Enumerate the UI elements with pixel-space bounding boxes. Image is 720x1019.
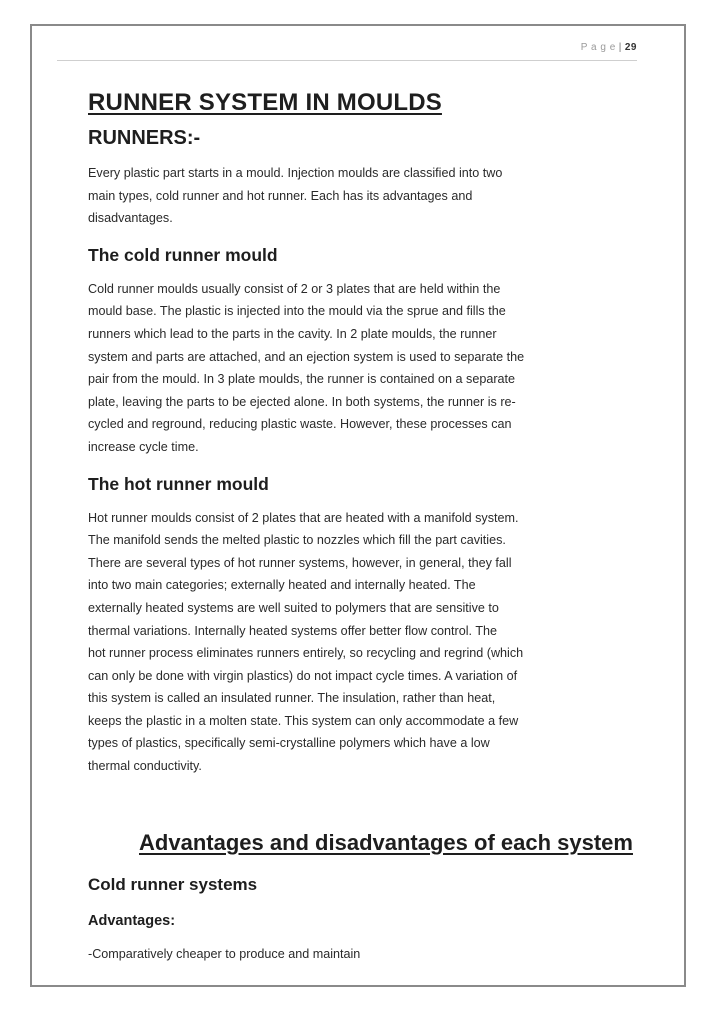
paragraph-line: can only be done with virgin plastics) do not impact cycle times. A variation of xyxy=(88,668,518,683)
paragraph-line: plate, leaving the parts to be ejected alone. In both systems, the runner is re- xyxy=(88,394,516,409)
paragraph-line: into two main categories; externally heated and internally heated. The xyxy=(88,578,476,593)
paragraph-line: keeps the plastic in a molten state. This system can only accommodate a few xyxy=(88,713,519,728)
paragraph-line: Every plastic part starts in a mould. Injection moulds are classified into two xyxy=(88,166,503,180)
hot-runner-heading: The hot runner mould xyxy=(88,473,269,494)
paragraph-line: this system is called an insulated runner. The insulation, rather than heat, xyxy=(88,691,496,706)
paragraph-line: hot runner process eliminates runners entirely, so recycling and regrind (which xyxy=(88,646,524,661)
page-label: P a g e xyxy=(580,42,616,53)
paragraph-line: runners which lead to the parts in the cavity. In 2 plate moulds, the runner xyxy=(88,326,497,341)
advantages-heading: Advantages: xyxy=(88,912,176,929)
paragraph-line: system and parts are attached, and an ejection system is used to separate the xyxy=(88,349,525,364)
runners-heading: RUNNERS:- xyxy=(88,127,201,149)
paragraph-line: thermal conductivity. xyxy=(88,759,202,774)
paragraph-line: cycled and reground, reducing plastic waste. However, these processes can xyxy=(88,417,512,432)
page-header xyxy=(57,42,637,61)
paragraph-line: disadvantages. xyxy=(88,211,173,226)
paragraph-line: mould base. The plastic is injected into the mould via the sprue and fills the xyxy=(88,304,506,319)
paragraph-line: main types, cold runner and hot runner. Each has its advantages and xyxy=(88,188,473,203)
hot-runner-paragraph xyxy=(88,507,648,778)
paragraph-line: Hot runner moulds consist of 2 plates that are heated with a manifold system. xyxy=(88,510,519,525)
paragraph-line: thermal variations. Internally heated systems offer better flow control. The xyxy=(88,623,498,638)
paragraph-line: Cold runner moulds usually consist of 2 or 3 plates that are held within the xyxy=(88,281,501,296)
page-separator: | xyxy=(618,42,622,53)
document-title: RUNNER SYSTEM IN MOULDS xyxy=(88,89,442,116)
cold-runner-heading: The cold runner mould xyxy=(88,244,278,265)
page-number: 29 xyxy=(624,42,637,53)
cold-runner-paragraph xyxy=(88,278,648,459)
advantage-item: -Comparatively cheaper to produce and maintain xyxy=(88,946,361,961)
document-body xyxy=(88,88,648,964)
paragraph-line: externally heated systems are well suited to polymers that are sensitive to xyxy=(88,600,499,615)
cold-runner-systems-heading: Cold runner systems xyxy=(88,874,258,894)
paragraph-line: pair from the mould. In 3 plate moulds, the runner is contained on a separate xyxy=(88,372,516,387)
paragraph-line: types of plastics, specifically semi-crystalline polymers which have a low xyxy=(88,736,490,751)
runners-paragraph xyxy=(88,162,648,230)
paragraph-line: The manifold sends the melted plastic to nozzles which fill the part cavities. xyxy=(88,533,506,548)
paragraph-line: increase cycle time. xyxy=(88,439,199,454)
advantages-section-heading: Advantages and disadvantages of each system xyxy=(139,829,633,855)
paragraph-line: There are several types of hot runner systems, however, in general, they fall xyxy=(88,555,512,570)
